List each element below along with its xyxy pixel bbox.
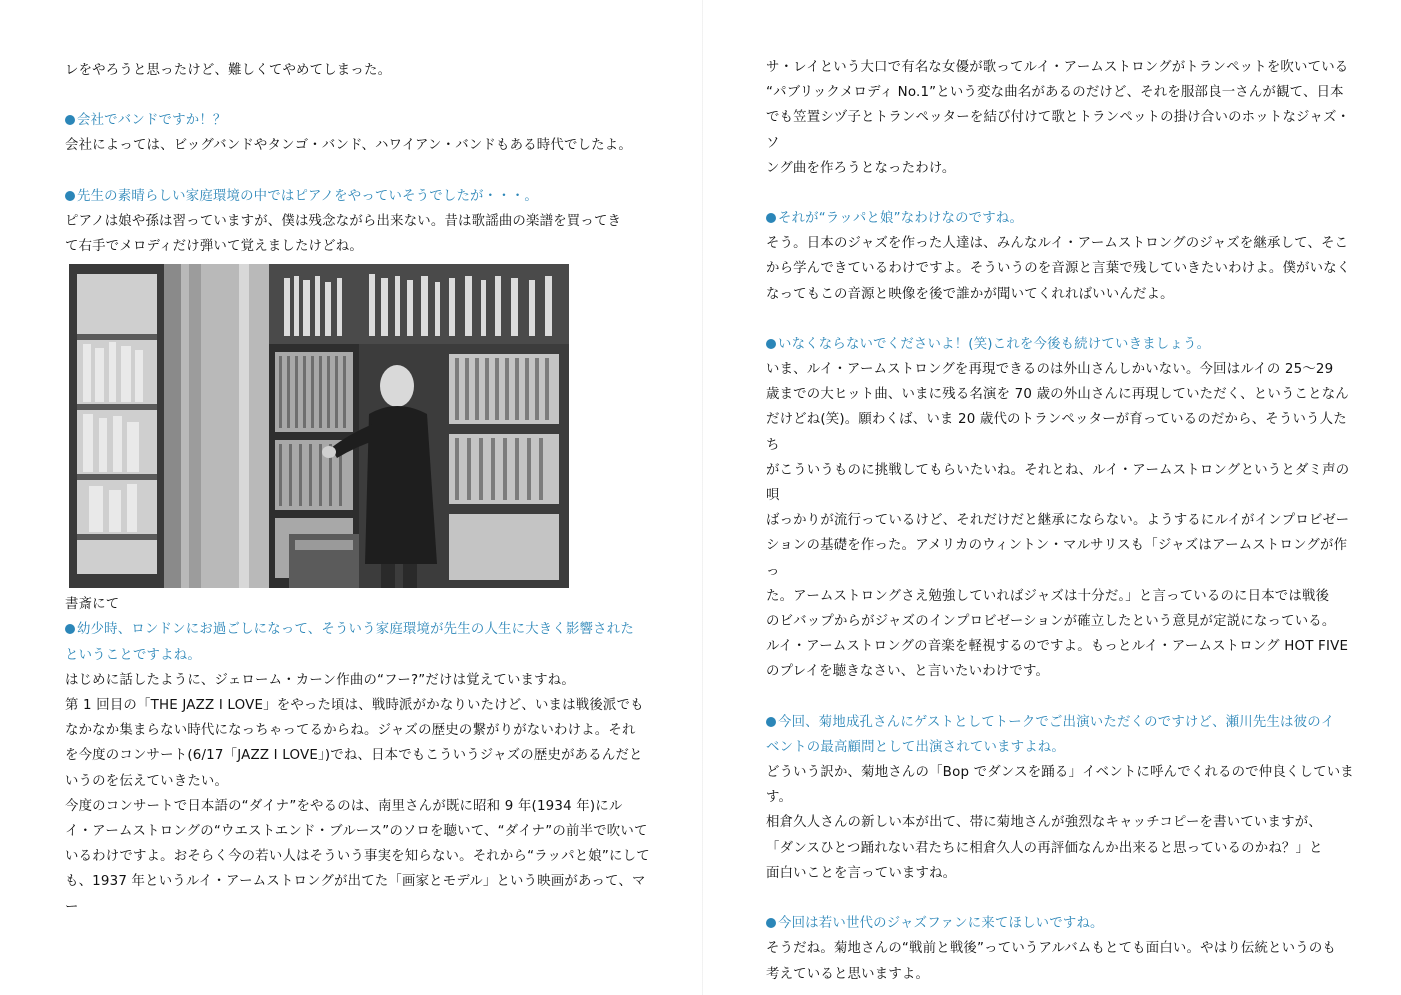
interview-question: それが“ラッパと娘”なわけなのですね。 (766, 206, 1356, 231)
interview-question: 今回、菊地成孔さんにゲストとしてトークでご出演いただくのですけど、瀬川先生は彼のイ (766, 710, 1356, 735)
answer-text: だけどね(笑)。願わくば、いま 20 歳代のトランペッターが育っているのだから、そういう人たち (766, 412, 1347, 453)
bullet-dot-icon (766, 918, 776, 928)
answer-text: 歳までの大ヒット曲、いまに残る名演を 70 歳の外山さんに再現していただく、ということなん (766, 387, 1349, 403)
answer-text: 第 1 回目の「THE JAZZ I LOVE」をやった頃は、戦時派がかなりいたけど、いまは戦後派でも (65, 698, 644, 714)
answer-text: いるわけですよ。おそらく今の若い人はそういう事実を知らない。それから“ラッパと娘”にして (65, 849, 650, 865)
answer-text: ばっかりが流行っているけど、それだけだと継承にならない。ようするにルイがインプロビゼー (766, 513, 1350, 529)
answer-text: た。アームストロングさえ勉強していればジャズは十分だ。」と言っているのに日本では戦後 (766, 588, 1330, 604)
answer-text: ションの基礎を作った。アメリカのウィントン・マルサリスも「ジャズはアームストロングが作っ (766, 538, 1348, 579)
left-column (65, 58, 650, 920)
answer-text: がこういうものに挑戦してもらいたいね。それとね、ルイ・アームストロングというとダミ声の唄 (766, 462, 1350, 504)
interview-question: 会社でバンドですか！？ (65, 108, 650, 133)
interview-question-cont: ベントの最高顧問として出演されていますよね。 (766, 739, 1065, 755)
answer-text: て右手でメロディだけ弾いて覚えましたけどね。 (65, 239, 363, 255)
answer-text: いうのを伝えていきたい。 (65, 773, 229, 789)
answer-text: も、1937 年というルイ・アームストロングが出てた「画家とモデル」という映画があって、マー (65, 874, 646, 915)
answer-text: イ・アームストロングの“ウエストエンド・ブルース”のソロを聴いて、“ダイナ”の前半で吹いて (65, 824, 648, 840)
answer-text: でも笠置シヅ子とトランペッターを結び付けて歌とトランペットの掛け合いのホットなジャズ・ソ (766, 110, 1351, 151)
answer-text: ピアノは娘や孫は習っていますが、僕は残念ながら出来ない。昔は歌謡曲の楽譜を買ってき (65, 213, 622, 229)
answer-text: なかなか集まらない時代になっちゃってるからね。ジャズの歴史の繋がりがないわけよ。それ (65, 723, 636, 739)
answer-text: そう。日本のジャズを作った人達は、みんなルイ・アームストロングのジャズを継承して、そこ (766, 236, 1349, 252)
answer-text: 「ダンスひとつ踊れない君たちに相倉久人の再評価なんか出来ると思っているのかね？」と (766, 840, 1323, 856)
answer-text: 相倉久人さんの新しい本が出て、帯に菊地さんが強烈なキャッチコピーを書いていますが、 (766, 815, 1322, 831)
interview-question: いなくならないでくださいよ！(笑)これを今後も続けていきましょう。 (766, 332, 1356, 357)
answer-text: を今度のコンサート(6/17「JAZZ I LOVE」)でね、日本でもこういうジャズの歴史があるんだと (65, 748, 643, 764)
answer-text: 今度のコンサートで日本語の“ダイナ”をやるのは、南里さんが既に昭和 9 年(1934 年)にル (65, 798, 623, 814)
interview-question-cont: ということですよね。 (65, 647, 201, 663)
answer-text: から学んできているわけですよ。そういうのを音源と言葉で残していきたいわけよ。僕がいなく (766, 261, 1351, 277)
answer-text: いま、ルイ・アームストロングを再現できるのは外山さんしかいない。今回はルイの 25～29 (766, 362, 1334, 378)
answer-text: はじめに話したように、ジェローム・カーン作曲の“フー?”だけは覚えていますね。 (65, 672, 575, 688)
interview-question: 先生の素晴らしい家庭環境の中ではピアノをやっていそうでしたが・・・。 (65, 184, 650, 209)
answer-text: す。 (766, 790, 793, 806)
study-photo (69, 264, 569, 588)
answer-text: 考えていると思いますよ。 (766, 966, 930, 982)
answer-text: 面白いことを言っていますね。 (766, 865, 957, 881)
answer-text: なってもこの音源と映像を後で誰かが聞いてくれればいいんだよ。 (766, 286, 1174, 302)
answer-text: ング曲を作ろうとなったわけ。 (766, 160, 956, 176)
answer-text: どういう訳か、菊地さんの「Bop でダンスを踊る」イベントに呼んでくれるので仲良くしていま (766, 765, 1354, 781)
answer-text: サ・レイという大口で有名な女優が歌ってルイ・アームストロングがトランペットを吹いている (766, 60, 1349, 75)
answer-text: のプレイを聴きなさい、と言いたいわけです。 (766, 664, 1050, 680)
interview-question: 今回は若い世代のジャズファンに来てほしいですね。 (766, 911, 1356, 936)
bullet-dot-icon (766, 213, 776, 223)
right-column (766, 55, 1356, 987)
answer-text: そうだね。菊地さんの“戦前と戦後”っていうアルバムもとても面白い。やはり伝統というのも (766, 941, 1337, 957)
answer-text: ルイ・アームストロングの音楽を軽視するのですよ。もっとルイ・アームストロング HOT FIVE (766, 639, 1349, 655)
bullet-dot-icon (65, 115, 75, 125)
interview-question: 幼少時、ロンドンにお過ごしになって、そういう家庭環境が先生の人生に大きく影響された (65, 617, 650, 642)
bullet-dot-icon (65, 624, 75, 634)
bullet-dot-icon (65, 191, 75, 201)
answer-text: “パブリックメロディ No.1”という変な曲名があるのだけど、それを服部良一さんが観て、日本 (766, 85, 1344, 101)
bullet-dot-icon (766, 339, 776, 349)
bullet-dot-icon (766, 717, 776, 727)
answer-text: 会社によっては、ビッグバンドやタンゴ・バンド、ハワイアン・バンドもある時代でしたよ。 (65, 138, 632, 154)
photo-caption: 書斎にて (65, 597, 120, 613)
right-page (703, 0, 1401, 995)
paragraph: レをやろうと思ったけど、難しくてやめてしまった。 (65, 63, 392, 78)
photo-illustration (69, 264, 569, 588)
answer-text: のビバップからがジャズのインプロビゼーションが確立したという意見が定説になっている。 (766, 614, 1336, 630)
